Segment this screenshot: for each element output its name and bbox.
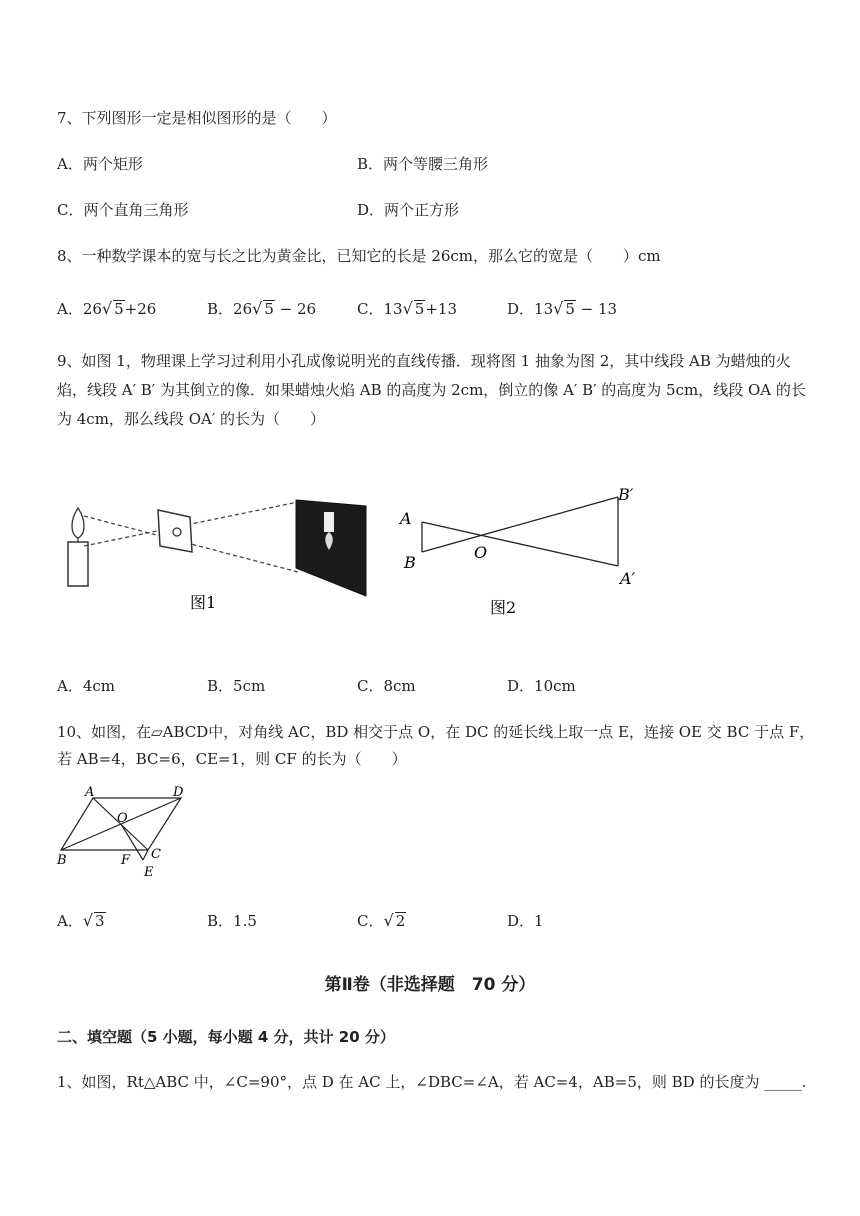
fig1-caption: 图1 [190,593,217,612]
q8-option-a: A．26√ 5+26 [57,299,157,318]
q8-option-d: D．13√ 5 − 13 [507,299,618,318]
q7-option-c: C．两个直角三角形 [57,201,189,219]
q7-stem: 7、下列图形一定是相似图形的是（ ） [57,109,337,127]
label-f: F [121,853,131,868]
q8-stem: 8、一种数学课本的宽与长之比为黄金比，已知它的长是 26cm，那么它的宽是（ ）cm [57,247,661,265]
label-d: D [173,786,184,800]
label-a-prime: A′ [620,569,636,588]
candle-body [68,542,88,586]
q10-stem-line-1: 10、如图，在▱ABCD中，对角线 AC，BD 相交于点 O，在 DC 的延长线上取一点 E，连接 OE 交 BC 于点 F， [57,723,815,741]
q9-option-d: D．10cm [507,677,576,695]
label-o: O [117,811,128,826]
q7-option-a: A．两个矩形 [57,155,143,173]
q9-option-a: A．4cm [57,677,116,695]
label-a: A [400,509,412,528]
q10-option-c: C．√ 2 [357,911,406,930]
fig2-caption: 图2 [490,598,517,617]
q9-option-b: B．5cm [207,677,266,695]
label-e: E [144,865,154,880]
q10-stem-line-2: 若 AB=4，BC=6，CE=1，则 CF 的长为（ ） [57,750,407,768]
extension-ce [143,850,148,860]
label-b: B [57,853,67,868]
pinhole-figure-1 [60,490,370,620]
q8-option-b: B．26√ 5 − 26 [207,299,317,318]
q10-option-a: A．√ 3 [57,911,105,930]
parallelogram-figure [55,786,195,880]
q10-option-d: D．1 [507,912,544,930]
candle-flame [72,508,84,538]
label-b-prime: B′ [618,485,634,504]
q7-option-b: B．两个等腰三角形 [357,155,489,173]
q7-option-d: D．两个正方形 [357,201,460,219]
pinhole-figure-2 [390,480,660,620]
fill-question-1: 1、如图，Rt△ABC 中，∠C=90°，点 D 在 AC 上，∠DBC=∠A，若 AC=4，AB=5，则 BD 的长度为 _____. [57,1073,807,1091]
q9-stem: 9、如图 1，物理课上学习过利用小孔成像说明光的直线传播．现将图 1 抽象为图 2，其中线段 AB 为蜡烛的火焰，线段 A′ B′ 为其倒立的像．如果蜡烛火焰 AB 的高度为 2cm，倒立的像 A′ B′ 的高度为 5cm，线段 OA 的长为 4cm，那么线段 OA′ 的长为（ ） [57,352,806,428]
q10-option-b: B．1.5 [207,912,257,930]
q8-option-c: C．13√ 5+13 [357,299,457,318]
label-o: O [474,543,488,562]
inverted-candle-image [324,512,334,532]
pinhole-icon [173,528,181,536]
section-title: 第Ⅱ卷（非选择题 70 分） [324,975,536,995]
q9-option-c: C．8cm [357,677,416,695]
part-title: 二、填空题（5 小题，每小题 4 分，共计 20 分） [57,1028,395,1046]
label-c: C [151,847,161,862]
label-b: B [404,553,416,572]
label-a: A [85,786,95,800]
